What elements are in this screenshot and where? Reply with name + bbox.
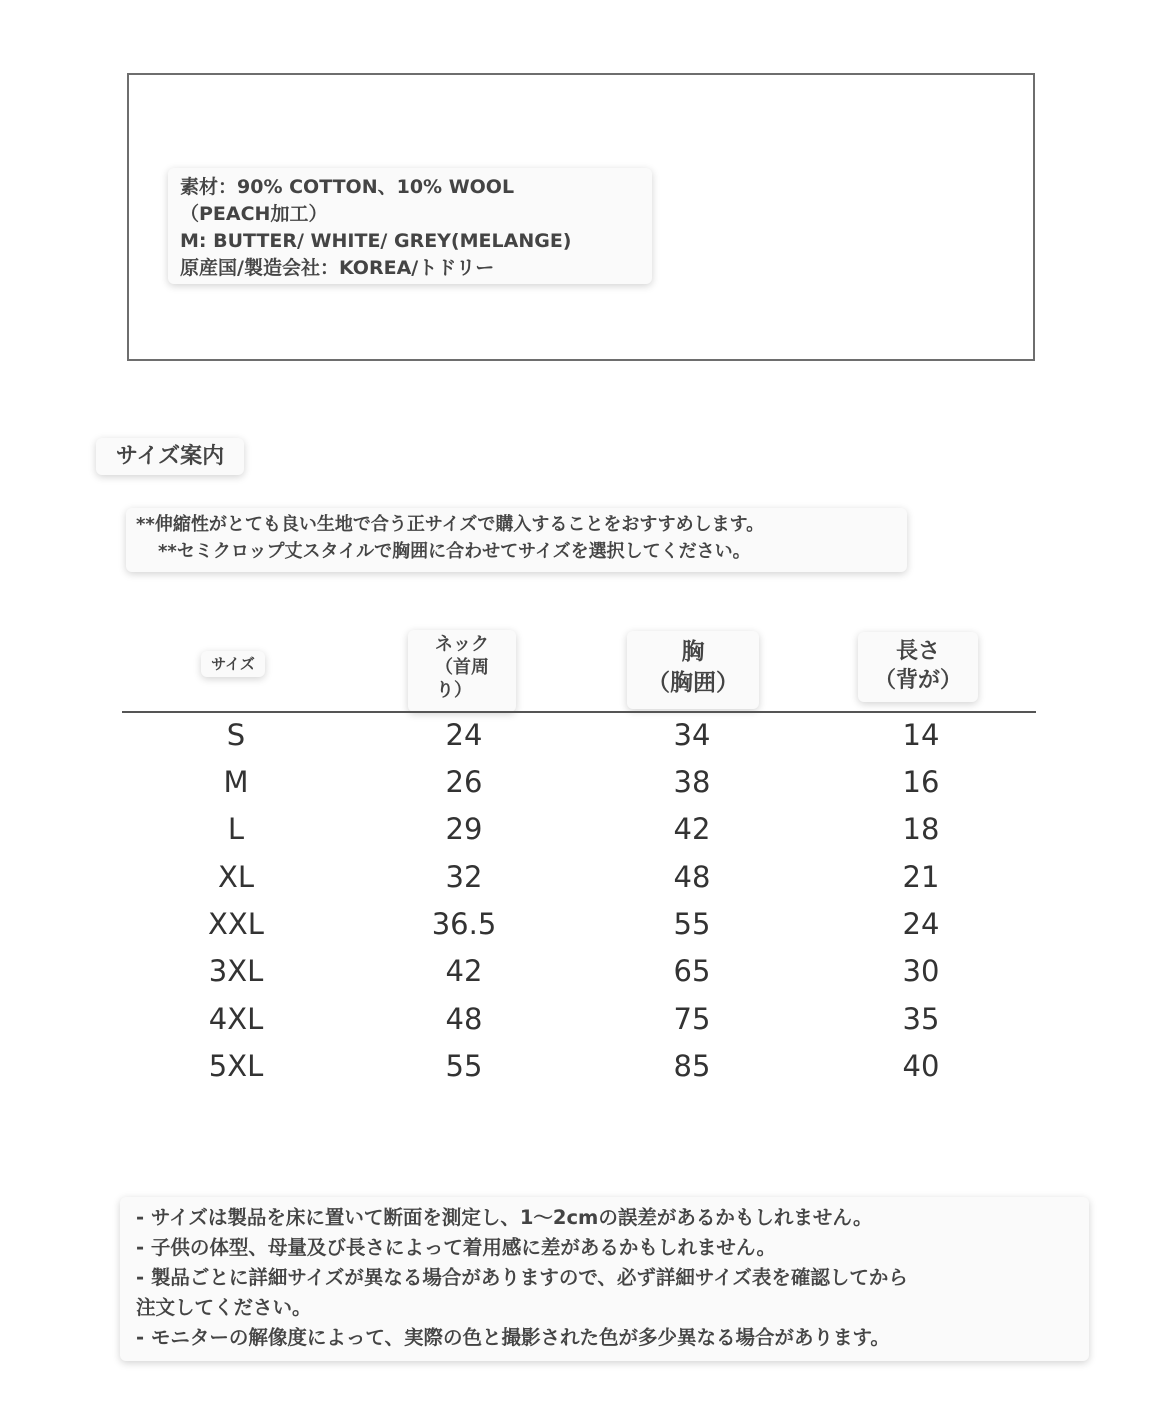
cell-size: L xyxy=(227,812,245,846)
size-guide-notes xyxy=(126,508,907,572)
table-row xyxy=(0,805,1170,853)
cell-length: 30 xyxy=(902,954,940,988)
disclaimer-line: - 製品ごとに詳細サイズが異なる場合がありますので、必ず詳細サイズ表を確認してから xyxy=(136,1266,908,1289)
disclaimer-card xyxy=(120,1197,1089,1361)
table-row xyxy=(0,711,1170,759)
cell-neck: 29 xyxy=(445,812,483,846)
material-line-fabric: 素材：90% COTTON、10% WOOL xyxy=(180,176,515,198)
header-chest-line2: （胸囲） xyxy=(647,670,739,696)
cell-length: 35 xyxy=(902,1002,940,1036)
table-row xyxy=(0,900,1170,948)
disclaimer-line: - 子供の体型、母量及び長さによって着用感に差があるかもしれません。 xyxy=(136,1236,777,1259)
cell-chest: 65 xyxy=(673,954,711,988)
cell-chest: 55 xyxy=(673,907,711,941)
cell-chest: 34 xyxy=(673,718,711,752)
cell-size: 3XL xyxy=(208,954,264,988)
table-row xyxy=(0,758,1170,806)
header-chest-line1: 胸 xyxy=(681,639,705,665)
header-length xyxy=(858,632,978,702)
cell-neck: 24 xyxy=(445,718,483,752)
cell-size: S xyxy=(226,718,246,752)
cell-length: 14 xyxy=(902,718,940,752)
cell-size: XL xyxy=(217,860,255,894)
disclaimer-line: - サイズは製品を床に置いて断面を測定し、1〜2cmの誤差があるかもしれません。 xyxy=(136,1206,873,1229)
cell-neck: 26 xyxy=(445,765,483,799)
cell-chest: 42 xyxy=(673,812,711,846)
header-neck xyxy=(408,630,516,712)
table-row xyxy=(0,947,1170,995)
header-length-line1: 長さ xyxy=(895,639,940,664)
cell-chest: 38 xyxy=(673,765,711,799)
cell-neck: 32 xyxy=(445,860,483,894)
cell-neck: 36.5 xyxy=(431,907,497,941)
size-note-stretch: **伸縮性がとても良い生地で合う正サイズで購入することをおすすめします。 xyxy=(136,514,765,535)
cell-length: 40 xyxy=(902,1049,940,1083)
size-guide-title: サイズ案内 xyxy=(96,438,244,475)
cell-neck: 42 xyxy=(445,954,483,988)
cell-chest: 48 xyxy=(673,860,711,894)
cell-length: 21 xyxy=(902,860,940,894)
cell-size: M xyxy=(223,765,249,799)
header-neck-line1: ネック xyxy=(435,634,489,655)
size-note-crop: **セミクロップ丈スタイルで胸囲に合わせてサイズを選択してください。 xyxy=(158,541,751,562)
header-size: サイズ xyxy=(201,651,265,677)
table-row xyxy=(0,995,1170,1043)
cell-size: XXL xyxy=(208,907,264,941)
cell-chest: 75 xyxy=(673,1002,711,1036)
cell-neck: 48 xyxy=(445,1002,483,1036)
cell-neck: 55 xyxy=(445,1049,483,1083)
table-row xyxy=(0,853,1170,901)
disclaimer-line: 注文してください。 xyxy=(136,1296,312,1319)
material-line-colors: M: BUTTER/ WHITE/ GREY(MELANGE) xyxy=(180,230,572,252)
cell-length: 24 xyxy=(902,907,940,941)
material-line-origin: 原産国/製造会社：KOREA/トドリー xyxy=(180,257,495,279)
header-length-line2: （背が） xyxy=(873,668,962,693)
material-info-card xyxy=(168,168,652,284)
disclaimer-line: - モニターの解像度によって、実際の色と撮影された色が多少異なる場合があります。 xyxy=(136,1326,890,1349)
cell-length: 18 xyxy=(902,812,940,846)
header-neck-line3: り） xyxy=(436,680,472,701)
header-neck-line2: （首周 xyxy=(435,657,489,678)
material-line-processing: （PEACH加工） xyxy=(180,203,328,225)
cell-chest: 85 xyxy=(673,1049,711,1083)
table-row xyxy=(0,1042,1170,1090)
cell-size: 4XL xyxy=(208,1002,264,1036)
cell-size: 5XL xyxy=(208,1049,264,1083)
cell-length: 16 xyxy=(902,765,940,799)
header-chest xyxy=(627,631,759,709)
